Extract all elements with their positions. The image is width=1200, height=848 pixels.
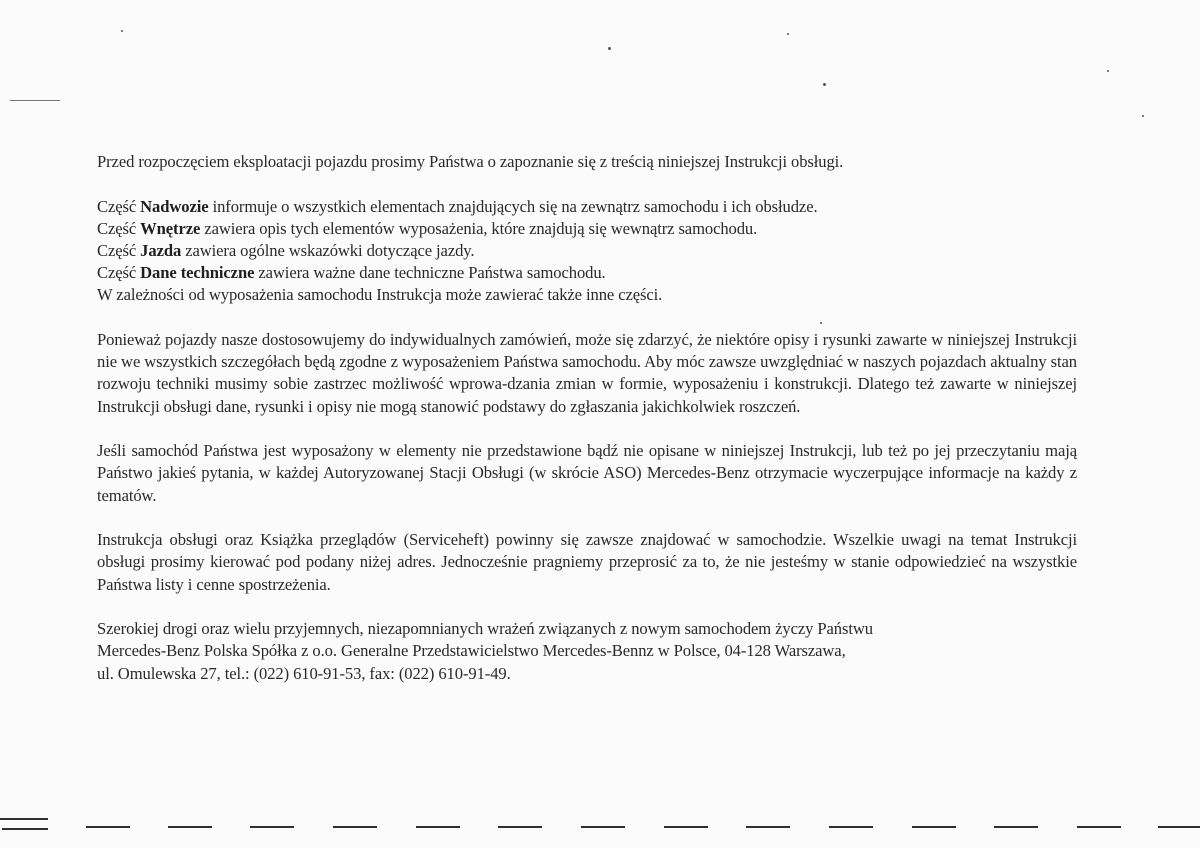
cut-dash bbox=[168, 826, 212, 828]
part-name: Wnętrze bbox=[140, 218, 201, 238]
aso-paragraph: Jeśli samochód Państwa jest wyposażony w elementy nie przedstawione bądź nie opisane w niniejszej Instrukcji, lub też po jej przeczytaniu mają Państwo jakieś pytania, w każdej Autoryzowanej Stacji Obsługi (w skrócie ASO) Mercedes-Benz otrzymacie wyczerpujące informacje na każdy z tematów. bbox=[97, 441, 1077, 505]
cut-dash bbox=[333, 826, 377, 828]
part-line-wnetrze: Część Wnętrze zawiera opis tych elementów wyposażenia, które znajdują się wewnątrz samochodu. bbox=[97, 218, 758, 238]
cut-dash bbox=[498, 826, 542, 828]
cut-dash bbox=[664, 826, 708, 828]
cut-dash bbox=[416, 826, 460, 828]
part-name: Nadwozie bbox=[140, 196, 209, 216]
scan-speck bbox=[608, 47, 611, 50]
closing-line: Mercedes-Benz Polska Spółka z o.o. Generalne Przedstawicielstwo Mercedes-Bennz w Polsce, 04-128 Warszawa, bbox=[97, 641, 846, 661]
part-name: Jazda bbox=[140, 241, 182, 260]
cut-dash bbox=[0, 818, 48, 820]
intro-paragraph bbox=[97, 151, 1077, 173]
parts-note: W zależności od wyposażenia samochodu Instrukcja może zawierać także inne części. bbox=[97, 285, 663, 305]
cut-dash bbox=[581, 826, 625, 828]
cut-dash bbox=[1077, 826, 1121, 828]
closing-line: ul. Omulewska 27, tel.: (022) 610-91-53, fax: (022) 610-91-49. bbox=[97, 663, 511, 683]
cut-line bbox=[0, 826, 1200, 836]
document-body bbox=[97, 151, 1077, 707]
cut-dash bbox=[912, 826, 956, 828]
scan-speck bbox=[823, 83, 826, 86]
cut-dash bbox=[746, 826, 790, 828]
closing-paragraph bbox=[97, 618, 1077, 685]
closing-line: Szerokiej drogi oraz wielu przyjemnych, niezapomnianych wrażeń związanych z nowym samochodem życzy Państwu bbox=[97, 619, 873, 639]
cut-dash bbox=[829, 826, 873, 828]
part-line-nadwozie: Część Nadwozie informuje o wszystkich elementach znajdujących się na zewnątrz samochodu i ich obsłudze. bbox=[97, 196, 818, 216]
part-name: Dane techniczne bbox=[140, 263, 255, 283]
part-line-dane-techniczne: Część Dane techniczne zawiera ważne dane techniczne Państwa samochodu. bbox=[97, 263, 606, 283]
cut-dash bbox=[1158, 826, 1200, 828]
scan-speck bbox=[121, 30, 123, 32]
part-line-jazda: Część Jazda zawiera ogólne wskazówki dotyczące jazdy. bbox=[97, 241, 475, 260]
intro-text: Przed rozpoczęciem eksploatacji pojazdu prosimy Państwa o zapoznanie się z treścią niniejszej Instrukcji obsługi. bbox=[97, 152, 844, 171]
scan-speck bbox=[1142, 115, 1144, 117]
scan-speck bbox=[787, 33, 789, 35]
cut-dash bbox=[250, 826, 294, 828]
customization-paragraph: Ponieważ pojazdy nasze dostosowujemy do indywidualnych zamówień, może się zdarzyć, że niektóre opisy i rysunki zawarte w niniejszej Instrukcji nie we wszystkich szczegółach będą zgodne z wyposażeniem Państwa samochodu. Aby móc zawsze uwzględniać w naszych pojazdach aktualny stan rozwoju techniki musimy sobie zastrzec możliwość wprowa-dzania zmian w formie, wyposażeniu i konstrukcji. Dlatego też zawarte w niniejszej Instrukcji obsługi dane, rysunki i opisy nie mogą stanowić podstawy do zgłaszania jakichkolwiek roszczeń. bbox=[97, 330, 1077, 416]
keep-in-car-paragraph: Instrukcja obsługi oraz Książka przeglądów (Serviceheft) powinny się zawsze znajdować w samochodzie. Wszelkie uwagi na temat Instrukcji obsługi prosimy kierować pod podany niżej adres. Jednocześnie pragniemy przeprosić za to, że nie jesteśmy w stanie odpowiedzieć na wszystkie Państwa listy i cenne spostrzeżenia. bbox=[97, 530, 1077, 594]
parts-list bbox=[97, 196, 1077, 307]
cut-dash bbox=[994, 826, 1038, 828]
scan-mark-top-left bbox=[10, 100, 60, 101]
scan-speck bbox=[1107, 70, 1109, 72]
cut-dash bbox=[2, 828, 48, 830]
cut-dash bbox=[86, 826, 130, 828]
